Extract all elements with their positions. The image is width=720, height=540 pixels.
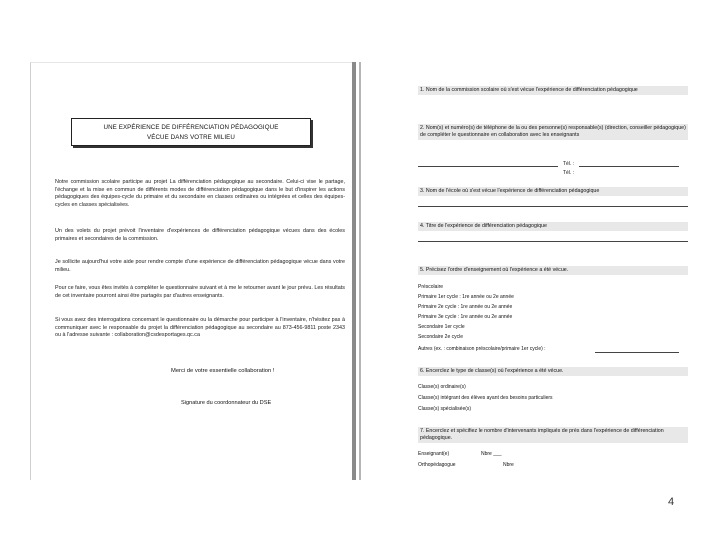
answer-line bbox=[595, 352, 679, 353]
letter-paragraph: Un des volets du projet prévoit l'inventaire d'expériences de différenciation pédagogique vécues dans des écoles primaires et secondaires de la commission. bbox=[55, 228, 345, 242]
letter-paragraph: Si vous avez des interrogations concernant le questionnaire ou la démarche pour participer à l'inventaire, n'hésitez pas à communiquer avec le responsable du projet la différenciation pédagogique au secondaire au 873-456-9811 poste 2343 ou à l'adresse suivante : collaboration@csdesportages.qc.ca bbox=[55, 317, 345, 339]
letter-paragraph: Pour ce faire, vous êtes invités à compléter le questionnaire suivant et à me le retourner avant le jour prévu. Les résultats de cet inventaire pourront ainsi être partagés par d'autres enseignants. bbox=[55, 285, 345, 299]
question-5: 5. Précisez l'ordre d'enseignement où l'expérience a été vécue. bbox=[418, 266, 688, 275]
page-divider bbox=[352, 62, 356, 480]
option-item[interactable]: Primaire 3e cycle : 1re année ou 2e année bbox=[418, 314, 513, 320]
option-item[interactable]: Classe(s) spécialisée(s) bbox=[418, 406, 472, 412]
question-1: 1. Nom de la commission scolaire où s'est vécue l'expérience de différenciation pédagogique bbox=[418, 86, 688, 95]
tel-label: Tél. : bbox=[563, 170, 575, 176]
letter-title-box bbox=[71, 118, 311, 146]
question-7: 7. Encerclez et spécifiez le nombre d'intervenants impliqués de près dans l'expérience de différenciation pédagogique. bbox=[418, 427, 688, 443]
page-number: 4 bbox=[668, 496, 675, 508]
letter-signature: Signature du coordonnateur du DSE bbox=[181, 400, 272, 406]
letter-page bbox=[30, 62, 352, 480]
option-item[interactable]: Enseignant(e) bbox=[418, 451, 450, 457]
option-item[interactable]: Classe(s) intégrant des élèves ayant des besoins particuliers bbox=[418, 395, 553, 401]
letter-title-line1: UNE EXPÉRIENCE DE DIFFÉRENCIATION PÉDAGOGIQUE bbox=[103, 124, 279, 131]
option-item[interactable]: Primaire 1er cycle : 1re année ou 2e année bbox=[418, 294, 514, 300]
answer-line bbox=[579, 166, 679, 167]
questionnaire-page bbox=[363, 62, 693, 480]
answer-line bbox=[418, 206, 688, 207]
option-item[interactable]: Primaire 2e cycle : 1re année ou 2e année bbox=[418, 304, 513, 310]
letter-paragraph: Je sollicite aujourd'hui votre aide pour rendre compte d'une expérience de différenciation pédagogique vécue dans votre milieu. bbox=[55, 259, 345, 273]
option-count: Nbre ___ bbox=[481, 451, 502, 457]
tel-label: Tél. : bbox=[563, 161, 575, 167]
letter-paragraph: Notre commission scolaire participe au projet La différenciation pédagogique au secondaire. Celui-ci vise le partage, l'échange et la mise en commun de différents modes de différenciation pédagogique dans le but d'inspirer les actions pédagogiques des équipes-cycle du primaire et du secondaire en classes ordinaires ou intégrées et celles des équipes-cycles en classes spécialisées. bbox=[55, 179, 345, 208]
question-2: 2. Nom(s) et numéro(s) de téléphone de la ou des personne(s) responsable(s) (direction, conseiller pédagogique) de compléter le questionnaire en collaboration avec les enseignants bbox=[418, 124, 688, 140]
question-6: 6. Encerclez le type de classe(s) où l'expérience a été vécue. bbox=[418, 367, 688, 376]
page-divider bbox=[359, 62, 361, 480]
letter-closing: Merci de votre essentielle collaboration ! bbox=[171, 368, 275, 374]
option-count: Nbre bbox=[503, 462, 514, 468]
option-item[interactable]: Préscolaire bbox=[418, 284, 444, 290]
question-3: 3. Nom de l'école où s'est vécue l'expérience de différenciation pédagogique bbox=[418, 187, 688, 196]
answer-line bbox=[418, 166, 558, 167]
option-item[interactable]: Orthopédagogue bbox=[418, 462, 456, 468]
option-item[interactable]: Secondaire 2e cycle bbox=[418, 334, 464, 340]
letter-title-line2: VÉCUE DANS VOTRE MILIEU bbox=[147, 134, 235, 141]
question-4: 4. Titre de l'expérience de différenciation pédagogique bbox=[418, 222, 688, 231]
option-item[interactable]: Autres (ex. : combinaison préscolaire/primaire 1er cycle) : bbox=[418, 346, 546, 352]
answer-line bbox=[418, 241, 688, 242]
option-item[interactable]: Secondaire 1er cycle bbox=[418, 324, 465, 330]
option-item[interactable]: Classe(s) ordinaire(s) bbox=[418, 384, 466, 390]
